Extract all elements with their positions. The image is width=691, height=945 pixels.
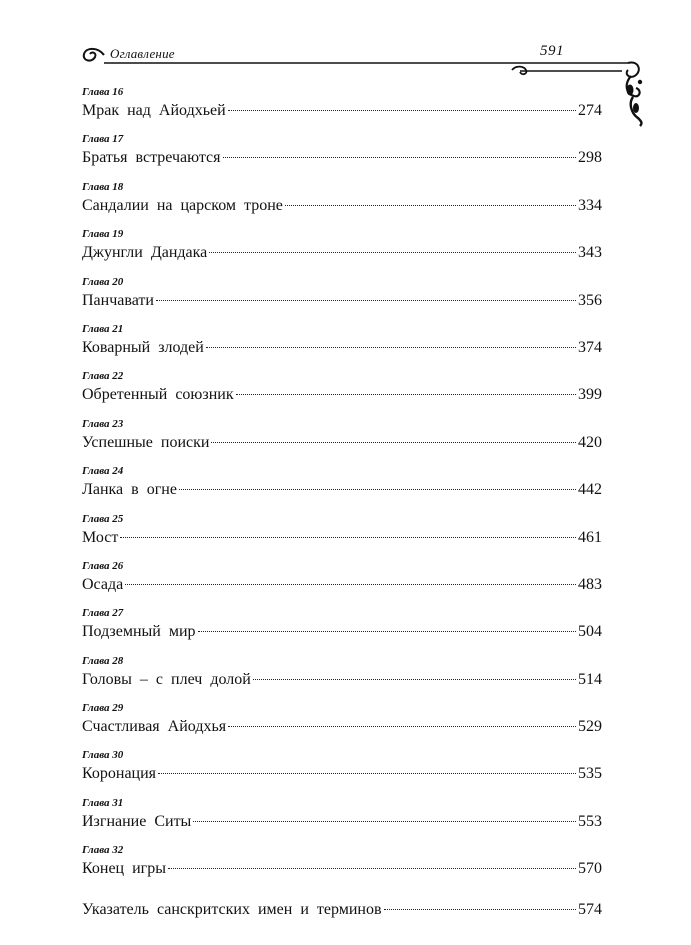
toc-entry	[82, 228, 602, 275]
toc-row	[82, 291, 602, 311]
dot-leader	[120, 536, 576, 538]
chapter-title: Обретенный союзник	[82, 386, 234, 404]
toc-row	[82, 575, 602, 595]
dot-leader	[228, 725, 576, 727]
chapter-page-number: 535	[578, 765, 602, 783]
chapter-title: Осада	[82, 575, 124, 593]
chapter-title: Изгнание Ситы	[82, 812, 192, 830]
chapter-title: Подземный мир	[82, 623, 196, 641]
dot-leader	[253, 678, 576, 680]
toc-entry	[82, 465, 602, 512]
chapter-label: Глава 30	[82, 749, 124, 762]
toc-entry	[82, 86, 602, 133]
chapter-title: Успешные поиски	[82, 433, 210, 451]
page-number: 591	[540, 43, 564, 59]
chapter-label: Глава 17	[82, 133, 124, 146]
chapter-label: Глава 20	[82, 275, 124, 288]
chapter-label: Глава 22	[82, 370, 124, 383]
chapter-title: Мрак над Айодхьей	[82, 102, 226, 119]
toc-row	[82, 670, 602, 690]
chapter-label: Глава 19	[82, 228, 124, 241]
chapter-title: Коварный злодей	[82, 338, 204, 356]
chapter-page-number: 483	[578, 575, 602, 593]
toc-row	[82, 812, 602, 832]
chapter-page-number: 553	[578, 812, 602, 830]
toc-entry	[82, 181, 602, 228]
chapter-title: Панчавати	[82, 291, 154, 309]
chapter-label: Глава 21	[82, 322, 124, 335]
toc-entry	[82, 418, 602, 465]
chapter-title: Конец игры	[82, 860, 166, 878]
toc-row	[82, 148, 602, 168]
chapter-page-number: 514	[578, 670, 602, 688]
dot-leader	[158, 772, 576, 774]
dot-leader	[209, 251, 576, 253]
chapter-page-number: 529	[578, 718, 602, 736]
dot-leader	[384, 908, 576, 910]
toc-row	[82, 196, 602, 216]
toc-entry	[82, 749, 602, 796]
dot-leader	[125, 583, 576, 585]
toc-entry	[82, 560, 602, 607]
chapter-title: Джунгли Дандака	[82, 244, 208, 262]
toc-entry	[82, 370, 602, 417]
table-of-contents	[82, 86, 602, 945]
running-header-title: Оглавление	[110, 46, 175, 61]
chapter-label: Глава 24	[82, 465, 124, 478]
chapter-label: Глава 16	[82, 86, 124, 98]
chapter-page-number: 343	[578, 244, 602, 262]
toc-row	[82, 101, 602, 121]
toc-entry	[82, 276, 602, 323]
index-title: Указатель санскритских имен и терминов	[82, 900, 382, 918]
toc-row	[82, 433, 602, 453]
toc-entry	[82, 607, 602, 654]
chapter-label: Глава 18	[82, 180, 124, 193]
chapter-page-number: 274	[578, 102, 602, 119]
chapter-label: Глава 23	[82, 417, 124, 430]
chapter-label: Глава 32	[82, 844, 124, 857]
toc-row	[82, 859, 602, 879]
dot-leader	[168, 867, 576, 869]
chapter-title: Счастливая Айодхья	[82, 718, 227, 736]
toc-entry	[82, 513, 602, 560]
chapter-page-number: 461	[578, 528, 602, 546]
toc-entry	[82, 844, 602, 891]
toc-row	[82, 385, 602, 405]
chapter-page-number: 420	[578, 433, 602, 451]
chapter-title: Мост	[82, 528, 119, 546]
toc-entry	[82, 655, 602, 702]
dot-leader	[179, 488, 576, 490]
dot-leader	[198, 630, 576, 632]
chapter-title: Сандалии на царском троне	[82, 196, 283, 214]
toc-entry	[82, 133, 602, 180]
toc-entry	[82, 702, 602, 749]
toc-row	[82, 622, 602, 642]
toc-entry	[82, 323, 602, 370]
chapter-label: Глава 28	[82, 654, 124, 667]
toc-row	[82, 338, 602, 358]
toc-row	[82, 717, 602, 737]
dot-leader	[206, 346, 576, 348]
chapter-page-number: 334	[578, 196, 602, 214]
toc-entry	[82, 797, 602, 844]
chapter-page-number: 442	[578, 481, 602, 499]
chapter-title: Ланка в огне	[82, 481, 177, 499]
toc-row	[82, 243, 602, 263]
dot-leader	[193, 820, 576, 822]
chapter-label: Глава 25	[82, 512, 124, 525]
chapter-page-number: 399	[578, 386, 602, 404]
dot-leader	[223, 156, 576, 158]
index-page-number: 574	[578, 900, 602, 918]
dot-leader	[228, 109, 576, 111]
toc-row	[82, 900, 602, 920]
chapter-page-number: 298	[578, 149, 602, 167]
toc-row	[82, 480, 602, 500]
chapter-title: Братья встречаются	[82, 149, 221, 167]
chapter-title: Головы – с плеч долой	[82, 670, 251, 688]
chapter-page-number: 504	[578, 623, 602, 641]
chapter-page-number: 570	[578, 860, 602, 878]
chapter-title: Коронация	[82, 765, 157, 783]
chapter-page-number: 356	[578, 291, 602, 309]
chapter-label: Глава 29	[82, 702, 124, 715]
chapter-label: Глава 31	[82, 796, 124, 809]
toc-row	[82, 528, 602, 548]
chapter-label: Глава 26	[82, 559, 124, 572]
toc-entry-index	[82, 892, 602, 945]
chapter-label: Глава 27	[82, 607, 124, 620]
dot-leader	[285, 204, 576, 206]
dot-leader	[156, 299, 576, 301]
dot-leader	[211, 441, 576, 443]
toc-row	[82, 764, 602, 784]
dot-leader	[236, 393, 576, 395]
chapter-page-number: 374	[578, 338, 602, 356]
